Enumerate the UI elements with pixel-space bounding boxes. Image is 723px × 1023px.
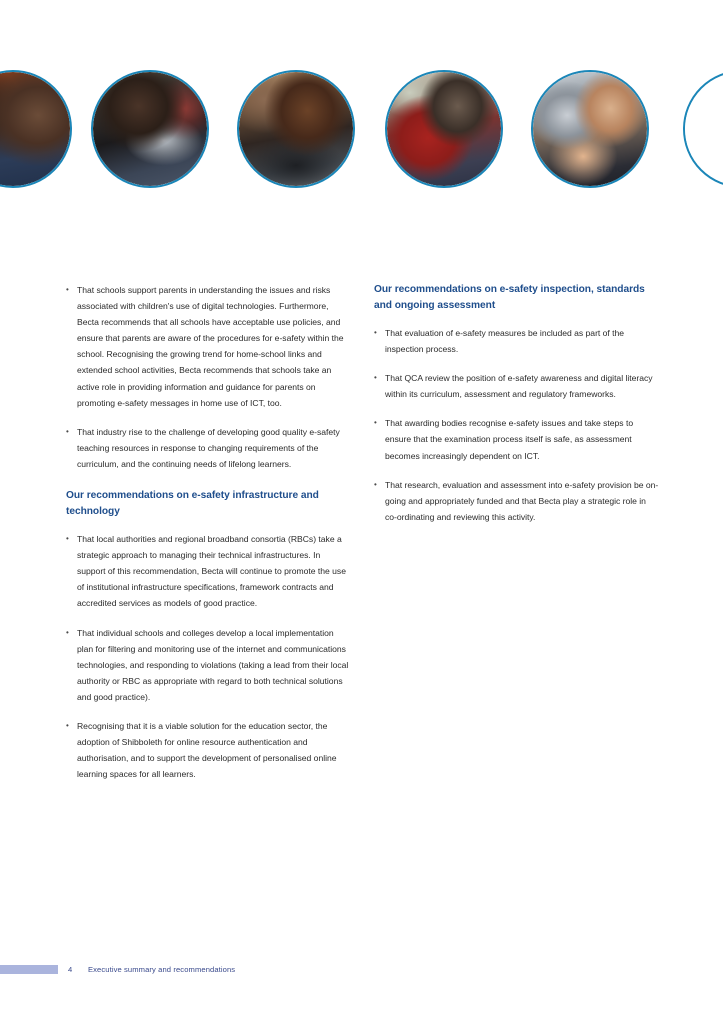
photo-circle-boy-writing-on-tablet (91, 70, 209, 188)
photo-image-girl-at-laptop (0, 72, 70, 186)
list-item: • That research, evaluation and assessment into e-safety provision be on-going and appropriately funded and that Becta play a strategic role in co-ordinating and reviewing this activity. (374, 477, 659, 525)
page-footer (0, 962, 723, 976)
heading-e-safety-inspection-standards-and-ongoing-assessment: Our recommendations on e-safety inspection, standards and ongoing assessment (374, 284, 645, 311)
footer-section-title: Executive summary and recommendations (88, 964, 236, 974)
list-item: • That local authorities and regional broadband consortia (RBCs) take a strategic approach to managing their technical infrastructures. In support of this recommendation, Becta will continue to promote the use of institutional infrastructure specifications, framework contracts and accredited services as models of good practice. (66, 531, 351, 611)
list-item: • Recognising that it is a viable solution for the education sector, the adoption of Shibboleth for online resource authentication and authorisation, and to support the development of personalised online learning spaces for all learners. (66, 718, 351, 782)
list-item: • That evaluation of e-safety measures be included as part of the inspection process. (374, 325, 659, 357)
photo-image-boy-writing-on-tablet (93, 72, 207, 186)
list-item: • That awarding bodies recognise e-safety issues and take steps to ensure that the examination process itself is safe, as assessment becomes increasingly dependent on ICT. (374, 415, 659, 463)
footer-accent-bar (0, 965, 58, 974)
page-number: 4 (68, 964, 73, 974)
header-photo-band (0, 0, 723, 205)
right-column-bullet-list (374, 325, 659, 525)
list-item: • That individual schools and colleges develop a local implementation plan for filtering and monitoring use of the internet and communications technologies, and responding to violations (taking a lead from their local authority or RBC as appropriate with regard to both technical solutions and good practice). (66, 625, 351, 705)
photo-circle-pupil-using-tablet (237, 70, 355, 188)
photo-image-pupil-using-tablet (239, 72, 353, 186)
photo-circle-girl-at-laptop (0, 70, 72, 188)
left-column-top-bullet-list (66, 282, 351, 472)
photo-circle-teenager-with-camera (531, 70, 649, 188)
photo-circle-empty (683, 70, 723, 188)
photo-image-girl-in-red-writing (387, 72, 501, 186)
heading-e-safety-infrastructure-and-technology: Our recommendations on e-safety infrastructure and technology (66, 490, 319, 518)
list-item: • That industry rise to the challenge of developing good quality e-safety teaching resources in response to changing requirements of the curriculum, and the continuing needs of lifelong learners. (66, 424, 351, 472)
list-item: • That schools support parents in understanding the issues and risks associated with children's use of digital technologies. Furthermore, Becta recommends that all schools have acceptable use policies, and ensure that parents are aware of the procedures for e-safety within the school. Recognising the growing trend for home-school links and extended school activities, Becta recommends that schools take an active role in providing information and guidance for parents on promoting e-safety messages in home use of ICT, too. (66, 282, 351, 411)
right-column (374, 282, 659, 525)
photo-image-empty (685, 72, 723, 186)
left-column-bottom-bullet-list (66, 531, 351, 782)
list-item: • That QCA review the position of e-safety awareness and digital literacy within its curriculum, assessment and regulatory frameworks. (374, 370, 659, 402)
photo-circle-girl-in-red-writing (385, 70, 503, 188)
left-column (66, 282, 351, 782)
photo-image-teenager-with-camera (533, 72, 647, 186)
